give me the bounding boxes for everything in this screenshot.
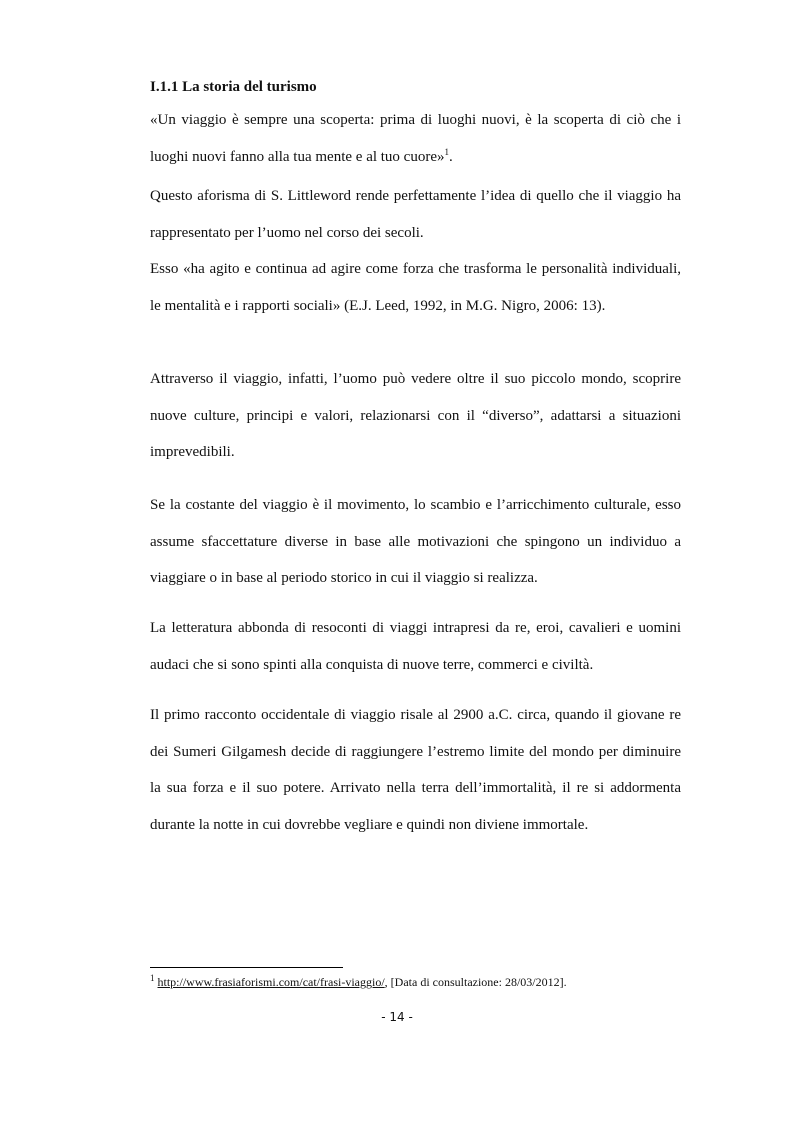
- footnote-separator: [150, 967, 343, 968]
- paragraph-travel: [150, 361, 681, 471]
- footnote-text: , [Data di consultazione: 28/03/2012].: [384, 975, 567, 989]
- paragraph-movement: [150, 487, 681, 597]
- paragraph-literature: [150, 610, 681, 683]
- quote-text: «Un viaggio è sempre una scoperta: prima di luoghi nuovi, è la scoperta di ciò che i luoghi nuovi fanno alla tua mente e al tuo cuore»: [150, 112, 681, 165]
- paragraph-text: Esso «ha agito e continua ad agire come forza che trasforma le personalità individuali, le mentalità e i rapporti sociali» (E.J. Leed, 1992, in M.G. Nigro, 2006: 13).: [150, 261, 681, 314]
- paragraph-text: Il primo racconto occidentale di viaggio risale al 2900 a.C. circa, quando il giovane re dei Sumeri Gilgamesh decide di raggiungere l’estremo limite del mondo per diminuire la sua forza e il suo potere. Arrivato nella terra dell’immortalità, il re si addormenta durante la notte in cui dovrebbe vegliare e quindi non diviene immortale.: [150, 707, 681, 833]
- footnote-ref[interactable]: 1: [444, 146, 449, 157]
- paragraph-text: Questo aforisma di S. Littleword rende perfettamente l’idea di quello che il viaggio ha rappresentato per l’uomo nel corso dei secoli.: [150, 188, 681, 241]
- quote-end: .: [449, 148, 453, 165]
- paragraph-text: Attraverso il viaggio, infatti, l’uomo può vedere oltre il suo piccolo mondo, scoprire nuove culture, principi e valori, relazionarsi con il “diverso”, adattarsi a situazioni imprevedibili.: [150, 371, 681, 460]
- footnote-link[interactable]: http://www.frasiaforismi.com/cat/frasi-viaggio/: [157, 975, 385, 989]
- footnote-number: 1: [150, 973, 155, 983]
- paragraph-text: La letteratura abbonda di resoconti di viaggi intrapresi da re, eroi, cavalieri e uomini audaci che si sono spinti alla conquista di nuove terre, commerci e civiltà.: [150, 620, 681, 673]
- paragraph-aphorism: [150, 178, 681, 251]
- paragraph-gilgamesh: [150, 697, 681, 843]
- paragraph-quote: [150, 102, 681, 175]
- page-number: - 14 -: [381, 1010, 413, 1024]
- footnote: [150, 974, 710, 990]
- section-heading: I.1.1 La storia del turismo: [150, 79, 317, 95]
- paragraph-leed-quote: [150, 251, 681, 324]
- paragraph-text: Se la costante del viaggio è il movimento, lo scambio e l’arricchimento culturale, esso assume sfaccettature diverse in base alle motivazioni che spingono un individuo a viaggiare o in base al periodo storico in cui il viaggio si realizza.: [150, 497, 681, 586]
